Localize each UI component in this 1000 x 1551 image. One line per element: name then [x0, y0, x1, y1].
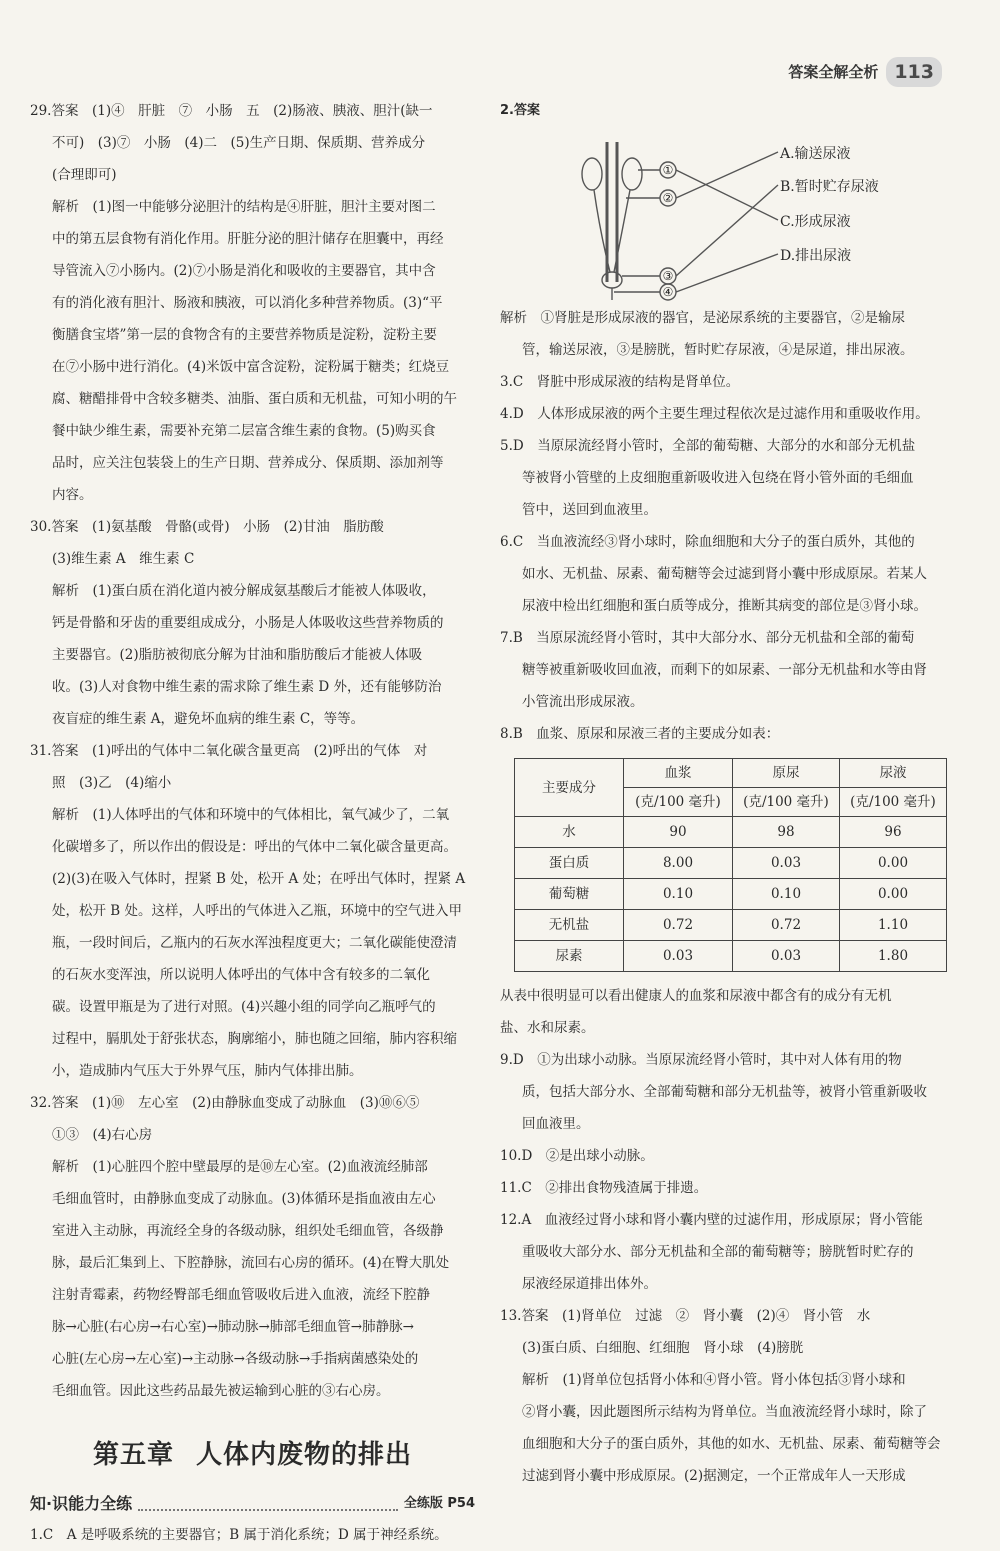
right-column — [500, 95, 950, 1492]
text-line: 7.B 当原尿流经肾小管时，其中大部分水、部分无机盐和全部的葡萄 — [500, 630, 915, 646]
text-line: 等被肾小管壁的上皮细胞重新吸收进入包绕在肾小管外面的毛细血 — [522, 470, 914, 486]
table-cell: 蛋白质 — [515, 848, 624, 879]
text-line: 钙是骨骼和牙齿的重要组成成分，小肠是人体吸收这些营养物质的 — [52, 615, 444, 631]
text-line: 有的消化液有胆汁、肠液和胰液，可以消化多种营养物质。(3)“平 — [52, 295, 443, 311]
table-unit: (克/100 毫升) — [733, 788, 840, 817]
answer-2-analysis — [500, 302, 950, 366]
table-cell: 0.03 — [624, 941, 733, 972]
text-line: 毛细血管时，由静脉血变成了动脉血。(3)体循环是指血液由左心 — [52, 1191, 436, 1207]
text-line: 解析 (1)肾单位包括肾小体和④肾小管。肾小体包括③肾小球和 — [522, 1372, 906, 1388]
kidney-left-shape — [582, 158, 602, 190]
text-line: (合理即可) — [52, 167, 117, 183]
text-line: 中的第五层食物有消化作用。肝脏分泌的胆汁储存在胆囊中，再经 — [52, 231, 444, 247]
header-title: 答案全解全析 — [788, 63, 879, 81]
table-cell: 水 — [515, 817, 624, 848]
text-line: 血细胞和大分子的蛋白质外，其他的如水、无机盐、尿素、葡萄糖等会 — [522, 1436, 941, 1452]
answer-8-conclusion — [500, 980, 950, 1044]
text-line: 的石灰水变浑浊，所以说明人体呼出的气体中含有较多的二氧化 — [52, 967, 430, 983]
answer-11 — [500, 1172, 950, 1204]
kidney-right-shape — [622, 158, 642, 190]
table-header-primary-urine: 原尿 — [733, 759, 840, 788]
chapter-title: 人体内废物的排出 — [196, 1440, 413, 1470]
text-line: 化碳增多了，所以作出的假设是：呼出的气体中二氧化碳含量更高。 — [52, 839, 457, 855]
text-line: ②肾小囊，因此题图所示结构为肾单位。当血液流经肾小球时，除了 — [522, 1404, 927, 1420]
table-header-plasma: 血浆 — [624, 759, 733, 788]
text-line: 30.答案 (1)氨基酸 骨骼(或骨) 小肠 (2)甘油 脂肪酸 — [30, 519, 384, 535]
diagram-label-4: ④ — [662, 285, 674, 299]
table-cell: 无机盐 — [515, 910, 624, 941]
text-line: 11.C ②排出食物残渣属于排遗。 — [500, 1180, 708, 1196]
match-line-3-B — [676, 185, 778, 276]
text-line: 从表中很明显可以看出健康人的血浆和尿液中都含有的成分有无机 — [500, 988, 892, 1004]
text-line: 13.答案 (1)肾单位 过滤 ② 肾小囊 (2)④ 肾小管 水 — [500, 1308, 871, 1324]
table-cell: 0.03 — [733, 941, 840, 972]
table-cell: 尿素 — [515, 941, 624, 972]
table-cell: 98 — [733, 817, 840, 848]
table-cell: 8.00 — [624, 848, 733, 879]
text-line: 脉，最后汇集到上、下腔静脉，流回右心房的循环。(4)在臀大肌处 — [52, 1255, 450, 1271]
text-line: 解析 (1)图一中能够分泌胆汁的结构是④肝脏，胆汁主要对图二 — [52, 199, 436, 215]
text-line: 12.A 血液经过肾小球和肾小囊内壁的过滤作用，形成原尿；肾小管能 — [500, 1212, 923, 1228]
table-cell: 0.10 — [624, 879, 733, 910]
text-line: 3.C 肾脏中形成尿液的结构是肾单位。 — [500, 374, 740, 390]
answer-31 — [30, 735, 475, 1087]
text-line: 碳。设置甲瓶是为了进行对照。(4)兴趣小组的同学向乙瓶呼气的 — [52, 999, 436, 1015]
text-line: 回血液里。 — [522, 1116, 590, 1132]
diagram-label-2: ② — [662, 191, 674, 205]
text-line: 10.D ②是出球小动脉。 — [500, 1148, 654, 1164]
table-unit: (克/100 毫升) — [840, 788, 947, 817]
answer-10 — [500, 1140, 950, 1172]
answer-12 — [500, 1204, 950, 1300]
table-cell: 葡萄糖 — [515, 879, 624, 910]
table-cell: 90 — [624, 817, 733, 848]
match-line-1-C — [676, 170, 778, 220]
text-line: 衡膳食宝塔”第一层的食物含有的主要营养物质是淀粉，淀粉主要 — [52, 327, 437, 343]
answer-5 — [500, 430, 950, 526]
answer-29 — [30, 95, 475, 511]
chapter-heading — [30, 1435, 475, 1475]
text-line: 品时，应关注包装袋上的生产日期、营养成分、保质期、添加剂等 — [52, 455, 444, 471]
text-line: 导管流入⑦小肠内。(2)⑦小肠是消化和吸收的主要器官，其中含 — [52, 263, 436, 279]
text-line: 腐、糖醋排骨中含较多糖类、油脂、蛋白质和无机盐，可知小明的午 — [52, 391, 457, 407]
text-line: 室进入主动脉，再流经全身的各级动脉，组织处毛细血管，各级静 — [52, 1223, 444, 1239]
text-line: 糖等被重新吸收回血液，而剩下的如尿素、一部分无机盐和水等由肾 — [522, 662, 927, 678]
text-line: 6.C 当血液流经③肾小球时，除血细胞和大分子的蛋白质外，其他的 — [500, 534, 915, 550]
text-line: 管，输送尿液，③是膀胱，暂时贮存尿液，④是尿道，排出尿液。 — [522, 342, 914, 358]
text-line: 瓶，一段时间后，乙瓶内的石灰水浑浊程度更大；二氧化碳能使澄清 — [52, 935, 457, 951]
text-line: 内容。 — [52, 487, 93, 503]
text-line: (2)(3)在吸入气体时，捏紧 B 处，松开 A 处；在呼出气体时，捏紧 A — [52, 871, 466, 887]
text-line: 4.D 人体形成尿液的两个主要生理过程依次是过滤作用和重吸收作用。 — [500, 406, 929, 422]
answer-9 — [500, 1044, 950, 1140]
answer-2-label: 2.答案 — [500, 103, 540, 118]
match-line-4-D — [676, 254, 778, 292]
table-cell: 96 — [840, 817, 947, 848]
table-header-component: 主要成分 — [515, 759, 624, 817]
text-line: 管中，送回到血液里。 — [522, 502, 657, 518]
text-line: 小，造成肺内气压大于外界气压，肺内气体排出肺。 — [52, 1063, 363, 1079]
text-line: 收。(3)人对食物中维生素的需求除了维生素 D 外，还有能够防治 — [52, 679, 442, 695]
text-line: 解析 ①肾脏是形成尿液的器官，是泌尿系统的主要器官，②是输尿 — [500, 310, 905, 326]
table-cell: 0.00 — [840, 848, 947, 879]
answer-7 — [500, 622, 950, 718]
table-cell: 0.72 — [733, 910, 840, 941]
text-line: ①③ (4)右心房 — [52, 1127, 153, 1143]
diagram-label-1: ① — [662, 163, 674, 177]
answer-13 — [500, 1300, 950, 1492]
text-line: 尿液经尿道排出体外。 — [522, 1276, 657, 1292]
text-line: 32.答案 (1)⑩ 左心室 (2)由静脉血变成了动脉血 (3)⑩⑥⑤ — [30, 1095, 420, 1111]
table-cell: 0.03 — [733, 848, 840, 879]
text-line: 处，松开 B 处。这样，人呼出的气体进入乙瓶，环境中的空气进入甲 — [52, 903, 463, 919]
table-cell: 0.72 — [624, 910, 733, 941]
table-row — [515, 879, 947, 910]
dot-leader — [138, 1497, 398, 1511]
table-row — [515, 817, 947, 848]
text-line: 重吸收大部分水、部分无机盐和全部的葡萄糖等；膀胱暂时贮存的 — [522, 1244, 914, 1260]
section-ref: 全练版 P54 — [403, 1496, 475, 1511]
text-line: 过程中，膈肌处于舒张状态，胸廓缩小，肺也随之回缩，肺内容积缩 — [52, 1031, 457, 1047]
text-line: 质，包括大部分水、全部葡萄糖和部分无机盐等，被肾小管重新吸收 — [522, 1084, 927, 1100]
text-line: 31.答案 (1)呼出的气体中二氧化碳含量更高 (2)呼出的气体 对 — [30, 743, 428, 759]
answer-30 — [30, 511, 475, 735]
answer-1: 1.C A 是呼吸系统的主要器官；B 属于消化系统；D 属于神经系统。 — [30, 1527, 448, 1543]
option-b: B.暂时贮存尿液 — [780, 179, 879, 195]
match-line-2-A — [676, 152, 778, 198]
table-row — [515, 941, 947, 972]
page-header — [788, 56, 942, 88]
table-cell: 1.10 — [840, 910, 947, 941]
table-cell: 1.80 — [840, 941, 947, 972]
table-row — [515, 910, 947, 941]
text-line: 5.D 当原尿流经肾小管时，全部的葡萄糖、大部分的水和部分无机盐 — [500, 438, 916, 454]
text-line: 9.D ①为出球小动脉。当原尿流经肾小管时，其中对人体有用的物 — [500, 1052, 902, 1068]
option-c: C.形成尿液 — [780, 214, 851, 230]
text-line: 小管流出形成尿液。 — [522, 694, 644, 710]
table-row — [515, 848, 947, 879]
answer-6 — [500, 526, 950, 622]
answer-32 — [30, 1087, 475, 1407]
text-line: 过滤到肾小囊中形成原尿。(2)据测定，一个正常成年人一天形成 — [522, 1468, 906, 1484]
text-line: 夜盲症的维生素 A，避免坏血病的维生素 C，等等。 — [52, 711, 365, 727]
text-line: 解析 (1)蛋白质在消化道内被分解成氨基酸后才能被人体吸收， — [52, 583, 436, 599]
page-number: 113 — [886, 57, 942, 87]
table-cell: 0.10 — [733, 879, 840, 910]
section-title: 知·识能力全练 — [30, 1494, 133, 1513]
text-line: 脉→心脏(右心房→右心室)→肺动脉→肺部毛细血管→肺静脉→ — [52, 1319, 414, 1335]
chapter-number: 第五章 — [92, 1440, 174, 1470]
diagram-label-3: ③ — [662, 269, 674, 283]
text-line: 注射青霉素，药物经臀部毛细血管吸收后进入血液，流经下腔静 — [52, 1287, 430, 1303]
table-unit: (克/100 毫升) — [624, 788, 733, 817]
text-line: 如水、无机盐、尿素、葡萄糖等会过滤到肾小囊中形成原尿。若某人 — [522, 566, 927, 582]
text-line: 解析 (1)人体呼出的气体和环境中的气体相比，氧气减少了，二氧 — [52, 807, 450, 823]
text-line: 解析 (1)心脏四个腔中壁最厚的是⑩左心室。(2)血液流经肺部 — [52, 1159, 428, 1175]
text-line: 尿液中检出红细胞和蛋白质等成分，推断其病变的部位是③肾小球。 — [522, 598, 927, 614]
text-line: (3)维生素 A 维生素 C — [52, 551, 195, 567]
text-line: 照 (3)乙 (4)缩小 — [52, 775, 172, 791]
text-line: 29.答案 (1)④ 肝脏 ⑦ 小肠 五 (2)肠液、胰液、胆汁(缺一 — [30, 103, 433, 119]
composition-table — [514, 758, 947, 972]
text-line: 毛细血管。因此这些药品最先被运输到心脏的③右心房。 — [52, 1383, 390, 1399]
bladder-shape — [602, 272, 622, 288]
section-heading — [30, 1489, 475, 1519]
text-line: 主要器官。(2)脂肪被彻底分解为甘油和脂肪酸后才能被人体吸 — [52, 647, 423, 663]
left-column — [30, 95, 475, 1551]
text-line: 不可) (3)⑦ 小肠 (4)二 (5)生产日期、保质期、营养成分 — [52, 135, 426, 151]
option-d: D.排出尿液 — [780, 248, 852, 264]
text-line: 餐中缺少维生素，需要补充第二层富含维生素的食物。(5)购买食 — [52, 423, 436, 439]
table-cell: 0.00 — [840, 879, 947, 910]
text-line: 在⑦小肠中进行消化。(4)米饭中富含淀粉，淀粉属于糖类；红烧豆 — [52, 359, 450, 375]
option-a: A.输送尿液 — [780, 146, 851, 162]
answer-3 — [500, 366, 950, 398]
text-line: 盐、水和尿素。 — [500, 1020, 595, 1036]
text-line: 心脏(左心房→左心室)→主动脉→各级动脉→手指病菌感染处的 — [52, 1351, 419, 1367]
table-header-urine: 尿液 — [840, 759, 947, 788]
urinary-system-diagram — [500, 127, 950, 302]
urinary-matching-figure — [570, 132, 790, 302]
text-line: (3)蛋白质、白细胞、红细胞 肾小球 (4)膀胱 — [522, 1340, 804, 1356]
table-body — [515, 817, 947, 972]
answer-8: 8.B 血浆、原尿和尿液三者的主要成分如表： — [500, 726, 780, 742]
answer-4 — [500, 398, 950, 430]
